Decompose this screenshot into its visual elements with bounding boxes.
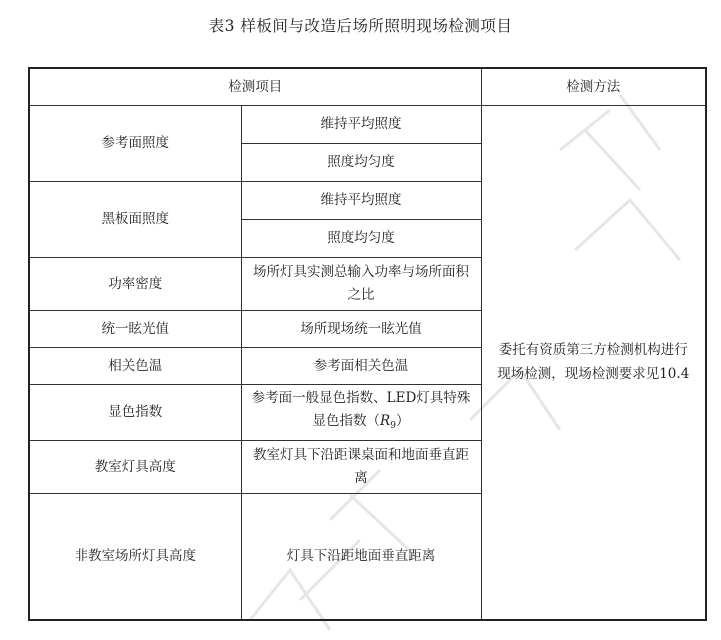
category-cell: 非教室场所灯具高度 — [29, 494, 241, 620]
item-cell: 照度均匀度 — [241, 220, 481, 258]
header-row — [29, 68, 706, 106]
item-cell: 教室灯具下沿距课桌面和地面垂直距离 — [241, 441, 481, 494]
header-method: 检测方法 — [481, 68, 706, 106]
item-cell: 维持平均照度 — [241, 182, 481, 220]
item-cell: 维持平均照度 — [241, 106, 481, 144]
item-cell: 参考面相关色温 — [241, 348, 481, 385]
item-cell: 灯具下沿距地面垂直距离 — [241, 494, 481, 620]
header-items: 检测项目 — [29, 68, 481, 106]
table-caption: 表3 样板间与改造后场所照明现场检测项目 — [208, 17, 513, 35]
category-cell: 显色指数 — [29, 385, 241, 441]
category-cell: 参考面照度 — [29, 106, 241, 182]
item-cell — [241, 385, 481, 441]
item-cell: 照度均匀度 — [241, 144, 481, 182]
item-suffix: ） — [395, 413, 410, 429]
symbol-subscript: 9 — [390, 421, 396, 431]
category-cell: 功率密度 — [29, 258, 241, 311]
category-cell: 统一眩光值 — [29, 311, 241, 348]
method-cell: 委托有资质第三方检测机构进行现场检测，现场检测要求见10.4 — [481, 106, 706, 620]
symbol-r: R — [380, 413, 391, 429]
table-row — [29, 106, 706, 144]
item-text: 参考面一般显色指数、LED灯具特殊显色指数（ — [251, 390, 471, 429]
item-cell: 场所灯具实测总输入功率与场所面积之比 — [241, 258, 481, 311]
category-cell: 教室灯具高度 — [29, 441, 241, 494]
category-cell: 相关色温 — [29, 348, 241, 385]
inspection-table — [28, 67, 707, 621]
item-cell: 场所现场统一眩光值 — [241, 311, 481, 348]
category-cell: 黑板面照度 — [29, 182, 241, 258]
